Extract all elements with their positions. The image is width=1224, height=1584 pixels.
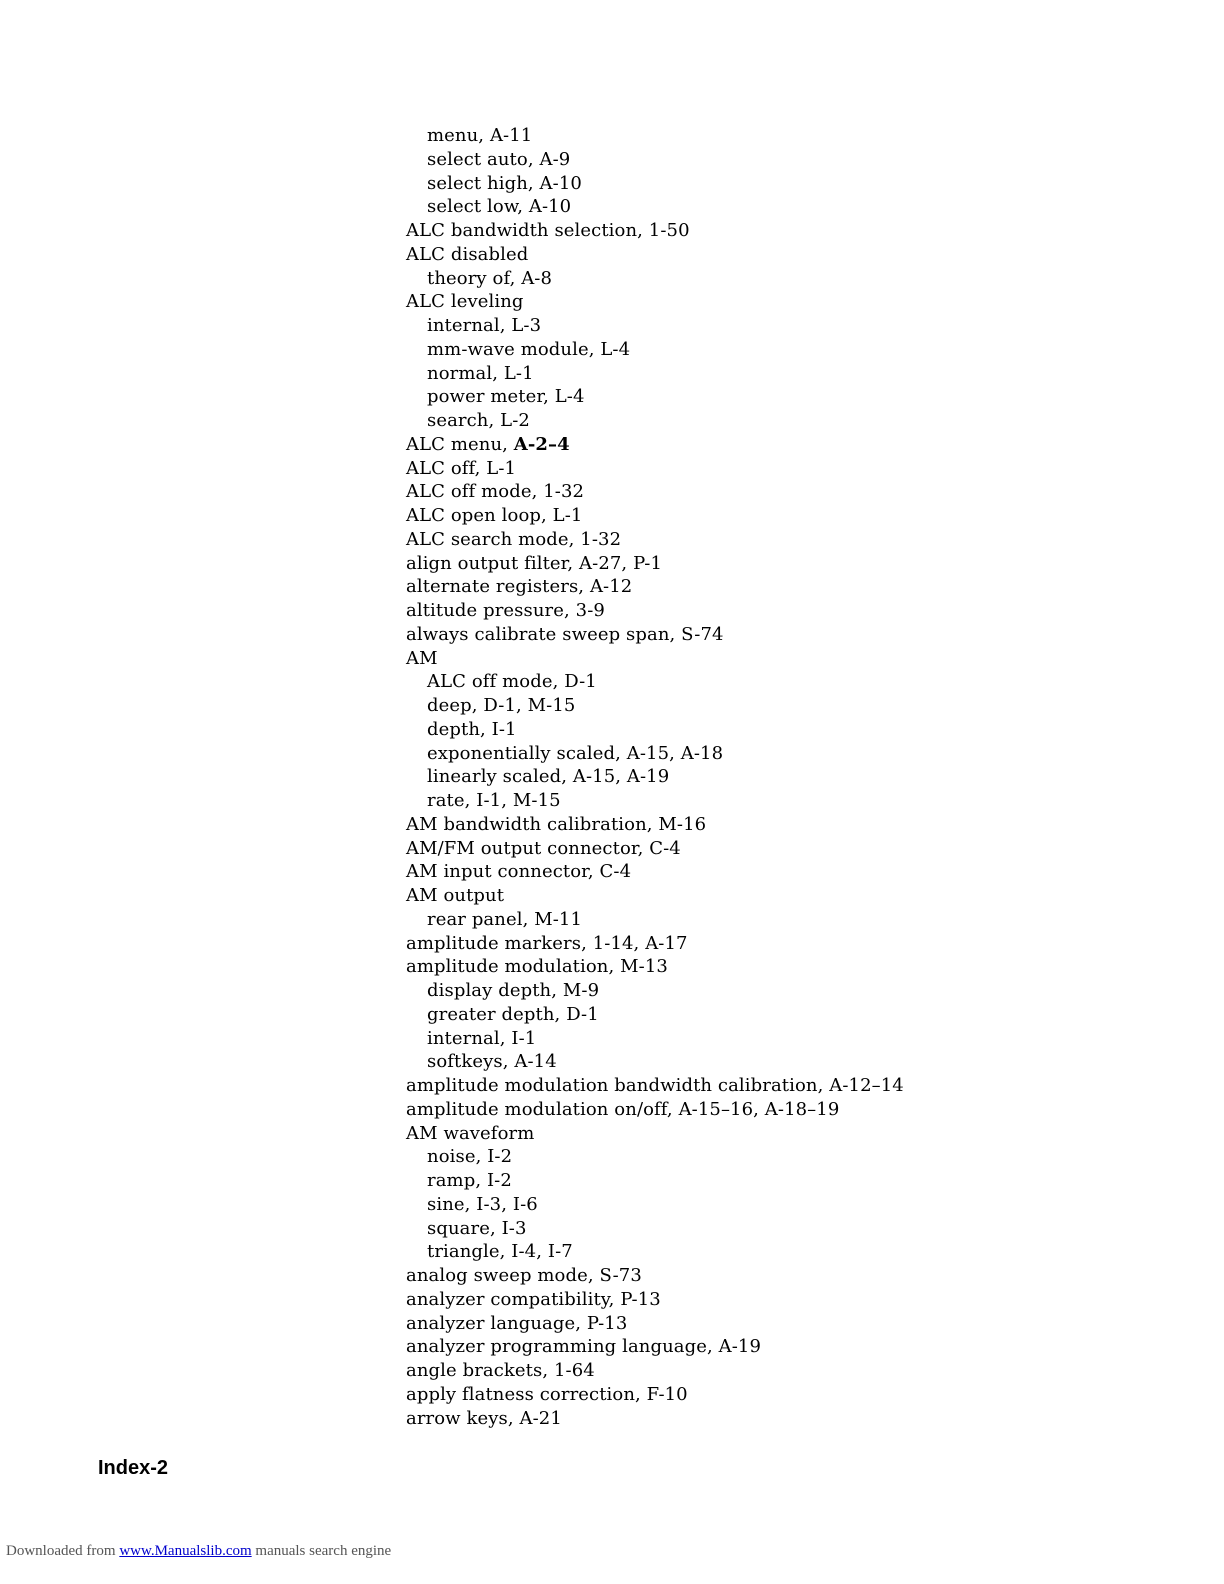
index-subentry [406, 1003, 1206, 1027]
index-entry [406, 884, 1206, 908]
index-entry [406, 860, 1206, 884]
entry-text: alternate registers, A-12 [406, 576, 633, 598]
entry-text: internal, L-3 [427, 315, 542, 336]
entry-text: select high, A-10 [427, 172, 582, 194]
entry-text: select auto, A-9 [427, 148, 571, 170]
entry-text: amplitude modulation bandwidth calibration, A-12–14 [406, 1075, 904, 1096]
index-subentry [406, 765, 1206, 789]
index-subentry [406, 742, 1206, 766]
entry-text: AM waveform [406, 1122, 535, 1144]
entry-text: altitude pressure, 3-9 [406, 600, 605, 621]
entry-text: angle brackets, 1-64 [406, 1360, 595, 1381]
entry-text: always calibrate sweep span, S-74 [406, 623, 724, 645]
entry-text: noise, I-2 [427, 1146, 513, 1168]
index-entry [406, 243, 1206, 267]
entry-text: ALC off mode, D-1 [427, 671, 597, 693]
entry-text: mm-wave module, L-4 [427, 338, 631, 360]
entry-text: analog sweep mode, S-73 [406, 1265, 642, 1286]
entry-text: rear panel, M-11 [427, 908, 583, 930]
index-subentry [406, 694, 1206, 718]
entry-text: softkeys, A-14 [427, 1051, 557, 1073]
entry-text: analyzer compatibility, P-13 [406, 1288, 661, 1310]
entry-text: rate, I-1, M-15 [427, 790, 561, 811]
index-subentry [406, 362, 1206, 386]
index-entry [406, 1098, 1206, 1122]
index-entry [406, 623, 1206, 647]
index-subentry [406, 338, 1206, 362]
entry-text: internal, I-1 [427, 1027, 537, 1049]
page-number-label: Index-2 [98, 1457, 169, 1479]
index-subentry [406, 1050, 1206, 1074]
index-entry [406, 647, 1206, 671]
entry-text: display depth, M-9 [427, 980, 600, 1001]
entry-text: align output filter, A-27, P-1 [406, 552, 663, 574]
manualslib-link[interactable]: www.Manualslib.com [119, 1543, 252, 1559]
entry-text: analyzer programming language, A-19 [406, 1336, 762, 1358]
index-entry [406, 433, 1206, 457]
entry-text: ALC search mode, 1-32 [406, 528, 622, 550]
entry-text: analyzer language, P-13 [406, 1312, 628, 1334]
entry-text: greater depth, D-1 [427, 1003, 599, 1025]
index-entry [406, 457, 1206, 481]
entry-text: ALC bandwidth selection, 1-50 [406, 220, 690, 241]
entry-text: square, I-3 [427, 1217, 527, 1239]
index-entry [406, 290, 1206, 314]
entry-text: sine, I-3, I-6 [427, 1193, 538, 1215]
index-list [406, 124, 1206, 1430]
entry-text: menu, A-11 [427, 125, 533, 146]
entry-text: normal, L-1 [427, 362, 534, 384]
index-subentry [406, 385, 1206, 409]
entry-text: linearly scaled, A-15, A-19 [427, 766, 670, 788]
index-entry [406, 504, 1206, 528]
footer-suffix: manuals search engine [255, 1543, 392, 1559]
entry-text: ALC off, L-1 [406, 457, 517, 479]
entry-text: ALC leveling [406, 291, 524, 313]
entry-text: ramp, I-2 [427, 1170, 512, 1191]
index-subentry [406, 789, 1206, 813]
index-subentry [406, 195, 1206, 219]
index-subentry [406, 1145, 1206, 1169]
entry-text: AM input connector, C-4 [406, 861, 632, 883]
index-entry [406, 1074, 1206, 1098]
index-subentry [406, 314, 1206, 338]
entry-text: apply flatness correction, F-10 [406, 1383, 688, 1405]
index-entry [406, 1383, 1206, 1407]
index-subentry [406, 172, 1206, 196]
entry-text: AM [406, 647, 438, 669]
entry-text: depth, I-1 [427, 718, 517, 740]
footer-prefix: Downloaded from [6, 1543, 116, 1559]
entry-text: exponentially scaled, A-15, A-18 [427, 742, 724, 764]
index-entry [406, 932, 1206, 956]
index-entry [406, 480, 1206, 504]
entry-text: AM bandwidth calibration, M-16 [406, 813, 707, 835]
index-entry [406, 1407, 1206, 1431]
index-subentry [406, 148, 1206, 172]
index-subentry [406, 409, 1206, 433]
entry-text: theory of, A-8 [427, 267, 553, 289]
entry-text: amplitude modulation, M-13 [406, 956, 668, 978]
index-subentry [406, 908, 1206, 932]
index-entry [406, 837, 1206, 861]
entry-text: ALC disabled [406, 243, 529, 265]
entry-text: AM output [406, 885, 505, 906]
entry-text: ALC off mode, 1-32 [406, 481, 585, 503]
index-entry [406, 219, 1206, 243]
index-entry [406, 1288, 1206, 1312]
index-subentry [406, 267, 1206, 291]
index-subentry [406, 718, 1206, 742]
entry-text: amplitude modulation on/off, A-15–16, A-18–19 [406, 1098, 840, 1120]
entry-text: search, L-2 [427, 410, 530, 431]
index-entry [406, 528, 1206, 552]
index-entry [406, 1335, 1206, 1359]
entry-text: select low, A-10 [427, 196, 572, 218]
index-subentry [406, 1169, 1206, 1193]
index-entry [406, 575, 1206, 599]
index-entry [406, 1122, 1206, 1146]
index-subentry [406, 1027, 1206, 1051]
entry-text: triangle, I-4, I-7 [427, 1241, 573, 1263]
index-entry [406, 813, 1206, 837]
index-entry [406, 1312, 1206, 1336]
index-subentry [406, 979, 1206, 1003]
index-entry [406, 1359, 1206, 1383]
index-subentry [406, 124, 1206, 148]
entry-bold-ref: A-2–4 [513, 433, 570, 455]
entry-text: power meter, L-4 [427, 386, 585, 408]
index-subentry [406, 1240, 1206, 1264]
entry-text: deep, D-1, M-15 [427, 695, 576, 716]
index-subentry [406, 1217, 1206, 1241]
entry-text: arrow keys, A-21 [406, 1407, 562, 1429]
index-entry [406, 599, 1206, 623]
index-entry [406, 1264, 1206, 1288]
entry-text: ALC menu, [406, 433, 514, 455]
download-footer [6, 1541, 391, 1561]
entry-text: amplitude markers, 1-14, A-17 [406, 932, 688, 954]
entry-text: AM/FM output connector, C-4 [406, 837, 681, 859]
index-subentry [406, 670, 1206, 694]
index-entry [406, 552, 1206, 576]
index-subentry [406, 1193, 1206, 1217]
index-entry [406, 955, 1206, 979]
entry-text: ALC open loop, L-1 [406, 505, 583, 526]
